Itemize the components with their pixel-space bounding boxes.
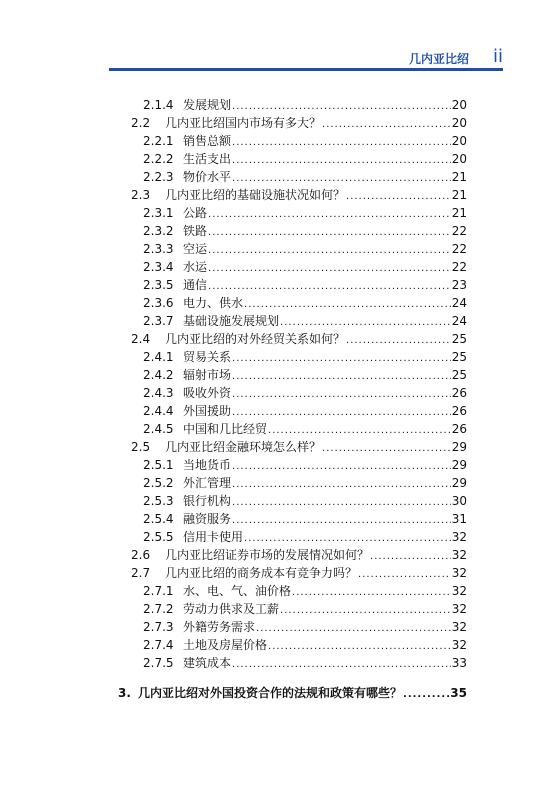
toc-entry-title: 吸收外资 [183,386,232,400]
toc-entry[interactable] [143,474,467,492]
toc-entry-number: 2.4.5 [143,422,174,436]
toc-entry-number: 2.4.4 [143,404,174,418]
toc-entry-title: 几内亚比绍证券市场的发展情况如何？ [165,548,370,562]
toc-entry[interactable] [131,330,467,348]
toc-entry-title: 销售总额 [183,134,232,148]
header-rule [109,68,503,71]
toc-entry[interactable] [143,168,467,186]
toc-entry-page: 29 [451,458,467,472]
toc-entry-page: 20 [451,134,467,148]
toc-entry-number: 2.4.2 [143,368,174,382]
toc-entry-title: 土地及房屋价格 [183,638,268,652]
toc-entry[interactable] [143,132,467,150]
toc-entry[interactable] [131,114,467,132]
toc-entry[interactable] [143,492,467,510]
toc-entry[interactable] [143,582,467,600]
toc-entry-number: 2.4.3 [143,386,174,400]
toc-entry-number: 2.7.4 [143,638,174,652]
toc-entry[interactable] [143,204,467,222]
toc-entry-page: 20 [451,98,467,112]
toc-entry-number: 3. [118,686,131,700]
toc-entry[interactable] [143,420,467,438]
toc-entry-number: 2.5.5 [143,530,174,544]
toc-entry-page: 32 [451,584,467,598]
toc-entry-title: 外国援助 [183,404,232,418]
toc-entry-title: 发展规划 [183,98,232,112]
toc-dot-leader [403,686,449,704]
toc-entry[interactable] [118,684,467,702]
toc-entry-number: 2.3.7 [143,314,174,328]
toc-entry[interactable] [131,186,467,204]
toc-entry-title: 铁路 [183,224,208,238]
toc-entry-title: 几内亚比绍金融环境怎么样？ [165,440,322,454]
toc-entry-title: 水运 [183,260,208,274]
toc-entry-page: 22 [451,224,467,238]
toc-entry-number: 2.2.3 [143,170,174,184]
toc-entry-number: 2.5.1 [143,458,174,472]
toc-entry[interactable] [143,348,467,366]
toc-entry-page: 32 [451,530,467,544]
toc-entry-number: 2.5.3 [143,494,174,508]
toc-entry-page: 24 [451,314,467,328]
toc-entry-number: 2.5.4 [143,512,174,526]
toc-entry[interactable] [143,258,467,276]
running-header-title: 几内亚比绍 [408,52,469,66]
toc-entry-title: 生活支出 [183,152,232,166]
toc-entry-page: 26 [451,422,467,436]
toc-entry[interactable] [143,384,467,402]
toc-entry-page: 21 [451,170,467,184]
toc-entry-page: 35 [450,686,467,700]
toc-entry[interactable] [143,312,467,330]
toc-entry-page: 21 [451,188,467,202]
toc-entry[interactable] [143,276,467,294]
toc-entry[interactable] [143,240,467,258]
toc-entry-page: 26 [451,404,467,418]
toc-entry-number: 2.3 [131,188,151,202]
toc-entry-number: 2.2.2 [143,152,174,166]
toc-entry[interactable] [143,654,467,672]
toc-entry-title: 辐射市场 [183,368,232,382]
toc-entry-page: 32 [451,548,467,562]
toc-entry-page: 22 [451,242,467,256]
toc-entry-number: 2.4 [131,332,151,346]
toc-entry-title: 外籍劳务需求 [183,620,256,634]
toc-entry-title: 空运 [183,242,208,256]
toc-entry[interactable] [143,528,467,546]
toc-entry[interactable] [143,150,467,168]
toc-entry-title: 物价水平 [183,170,232,184]
toc-entry-page: 21 [451,206,467,220]
toc-entry-page: 25 [451,368,467,382]
toc-entry-title: 电力、供水 [183,296,244,310]
toc-entry[interactable] [143,294,467,312]
toc-entry[interactable] [143,618,467,636]
toc-entry-page: 20 [451,152,467,166]
toc-entry-page: 33 [451,656,467,670]
toc-entry-page: 23 [451,278,467,292]
toc-entry-number: 2.3.1 [143,206,174,220]
toc-entry-title: 几内亚比绍的基础设施状况如何？ [165,188,346,202]
toc-entry-page: 22 [451,260,467,274]
toc-entry-page: 30 [451,494,467,508]
toc-entry[interactable] [131,564,467,582]
toc-entry-title: 通信 [183,278,208,292]
toc-entry-title: 劳动力供求及工薪 [183,602,280,616]
toc-entry-page: 26 [451,386,467,400]
toc-entry-number: 2.3.4 [143,260,174,274]
toc-entry[interactable] [131,546,467,564]
toc-entry-number: 2.2.1 [143,134,174,148]
toc-entry-page: 32 [451,566,467,580]
toc-entry-title: 公路 [183,206,208,220]
toc-entry-page: 32 [451,620,467,634]
toc-entry-page: 32 [451,602,467,616]
toc-entry-page: 29 [451,440,467,454]
toc-entry-number: 2.1.4 [143,98,174,112]
toc-entry-page: 25 [451,332,467,346]
toc-entry-title: 银行机构 [183,494,232,508]
toc-entry[interactable] [143,456,467,474]
toc-entry[interactable] [143,96,467,114]
toc-entry-number: 2.5 [131,440,151,454]
page-number: ii [492,46,503,67]
toc-entry-title: 基础设施发展规划 [183,314,280,328]
toc-entry-number: 2.7.5 [143,656,174,670]
toc-entry-title: 几内亚比绍的对外经贸关系如何？ [165,332,346,346]
toc-entry[interactable] [143,366,467,384]
toc-entry-title: 融资服务 [183,512,232,526]
toc-entry-number: 2.7.3 [143,620,174,634]
toc-entry-number: 2.7.1 [143,584,174,598]
toc-entry-number: 2.5.2 [143,476,174,490]
toc-entry[interactable] [143,636,467,654]
toc-entry[interactable] [143,510,467,528]
toc-entry[interactable] [143,222,467,240]
toc-entry-number: 2.7.2 [143,602,174,616]
toc-entry-page: 25 [451,350,467,364]
toc-entry[interactable] [131,438,467,456]
toc-entry-title: 建筑成本 [183,656,232,670]
toc-entry-title: 信用卡使用 [183,530,244,544]
toc-entry-number: 2.2 [131,116,151,130]
toc-entry[interactable] [143,600,467,618]
toc-entry-number: 2.4.1 [143,350,174,364]
toc-entry-page: 29 [451,476,467,490]
toc-entry-number: 2.3.2 [143,224,174,238]
toc-entry-title: 中国和几比经贸 [183,422,268,436]
toc-entry-number: 2.3.3 [143,242,174,256]
toc-entry-page: 31 [451,512,467,526]
toc-entry-title: 当地货币 [183,458,232,472]
toc-entry-title: 几内亚比绍的商务成本有竞争力吗？ [165,566,358,580]
toc-entry-page: 20 [451,116,467,130]
toc-entry-title: 外汇管理 [183,476,232,490]
toc-entry[interactable] [143,402,467,420]
toc-entry-number: 2.3.6 [143,296,174,310]
toc-entry-number: 2.3.5 [143,278,174,292]
toc-entry-page: 24 [451,296,467,310]
toc-entry-title: 水、电、气、油价格 [183,584,292,598]
toc-entry-number: 2.6 [131,548,151,562]
toc-entry-number: 2.7 [131,566,151,580]
toc-dot-leader [232,656,451,674]
toc-entry-title: 几内亚比绍对外国投资合作的法规和政策有哪些？ [138,686,403,700]
toc-entry-title: 几内亚比绍国内市场有多大？ [165,116,322,130]
toc-entry-title: 贸易关系 [183,350,232,364]
toc-entry-page: 32 [451,638,467,652]
